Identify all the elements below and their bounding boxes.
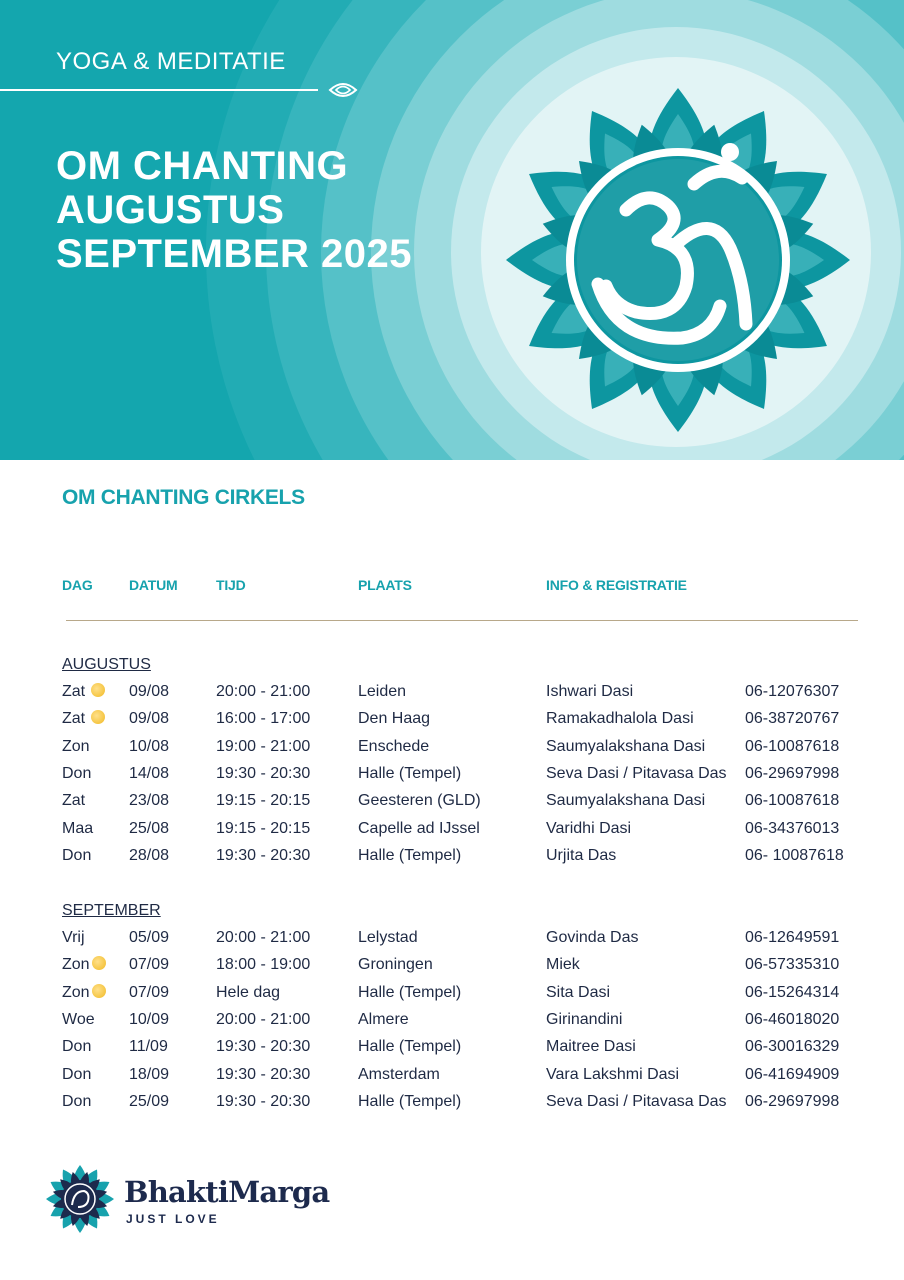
contact-cell: Vara Lakshmi Dasi (546, 1065, 680, 1083)
place-cell: Geesteren (GLD) (358, 792, 481, 810)
day-cell (62, 738, 90, 756)
column-header-time: TIJD (216, 577, 246, 593)
phone-cell: 06-57335310 (745, 956, 840, 974)
full-moon-icon (91, 710, 105, 724)
place-cell: Capelle ad IJssel (358, 819, 480, 837)
time-cell: 19:30 - 20:30 (216, 764, 311, 782)
column-header-day: DAG (62, 577, 93, 593)
place-cell: Halle (Tempel) (358, 1092, 462, 1110)
logo-tagline: JUST LOVE (126, 1212, 220, 1226)
contact-cell: Varidhi Dasi (546, 819, 632, 837)
day-label: Maa (62, 819, 94, 837)
day-cell (62, 929, 85, 947)
table-row (0, 1038, 904, 1060)
place-cell: Enschede (358, 737, 430, 755)
date-cell: 09/08 (129, 683, 170, 700)
day-label: Zon (62, 956, 90, 974)
full-moon-icon (92, 956, 106, 970)
contact-cell: Girinandini (546, 1010, 623, 1028)
day-label: Zon (62, 983, 90, 1001)
table-row (0, 1093, 904, 1115)
place-cell: Halle (Tempel) (358, 983, 462, 1001)
column-header-info: INFO & REGISTRATIE (546, 577, 687, 593)
phone-cell: 06-10087618 (745, 792, 840, 810)
table-row (0, 956, 904, 978)
date-cell: 05/09 (129, 929, 170, 946)
date-cell: 10/09 (129, 1010, 170, 1028)
day-label: Don (62, 1092, 92, 1110)
om-lotus-emblem (498, 80, 858, 440)
place-cell: Amsterdam (358, 1065, 440, 1083)
table-row (0, 847, 904, 869)
place-cell: Almere (358, 1010, 409, 1028)
table-row (0, 792, 904, 814)
page-title (56, 144, 412, 276)
day-label: Don (62, 846, 92, 864)
contact-cell: Urjita Das (546, 846, 617, 864)
logo-name: BhaktiMarga (124, 1175, 330, 1209)
phone-cell: 06-30016329 (745, 1038, 840, 1056)
phone-cell: 06- 10087618 (745, 846, 844, 864)
tagline: YOGA & MEDITATIE (56, 48, 286, 75)
contact-cell: Sita Dasi (546, 983, 611, 1001)
day-cell (62, 1011, 95, 1029)
column-header-date: DATUM (129, 577, 178, 593)
day-label: Don (62, 764, 92, 782)
contact-cell: Seva Dasi / Pitavasa Das (546, 1092, 727, 1110)
table-row (0, 710, 904, 732)
date-cell: 23/08 (129, 792, 170, 810)
date-cell: 14/08 (129, 764, 170, 782)
month-heading: AUGUSTUS (62, 656, 151, 673)
contact-cell: Miek (546, 956, 580, 974)
time-cell: 19:30 - 20:30 (216, 846, 311, 864)
day-cell (62, 683, 105, 701)
place-cell: Halle (Tempel) (358, 1038, 462, 1056)
day-label: Zon (62, 737, 90, 755)
title-line-1: OM CHANTING (56, 144, 349, 188)
time-cell: 19:00 - 21:00 (216, 737, 311, 755)
contact-cell: Govinda Das (546, 929, 639, 946)
day-label: Woe (62, 1010, 95, 1028)
date-cell: 10/08 (129, 737, 170, 755)
time-cell: 19:15 - 20:15 (216, 819, 311, 837)
place-cell: Den Haag (358, 710, 431, 728)
header-divider (66, 620, 858, 621)
day-cell (62, 1038, 91, 1056)
place-cell: Leiden (358, 683, 407, 700)
title-line-2: AUGUSTUS (56, 188, 285, 232)
date-cell: 11/09 (129, 1038, 168, 1056)
table-row (0, 820, 904, 842)
day-label: Zat (62, 792, 86, 810)
contact-cell: Ishwari Dasi (546, 683, 634, 700)
contact-cell: Seva Dasi / Pitavasa Das (546, 764, 727, 782)
time-cell: Hele dag (216, 983, 281, 1001)
day-cell (62, 847, 91, 865)
tagline-underline (0, 89, 318, 91)
column-header-place: PLAATS (358, 577, 412, 593)
eye-icon (328, 79, 358, 101)
day-cell (62, 765, 91, 783)
table-row (0, 1011, 904, 1033)
date-cell: 28/08 (129, 846, 170, 864)
place-cell: Lelystad (358, 929, 418, 946)
table-row (0, 984, 904, 1006)
time-cell: 16:00 - 17:00 (216, 710, 311, 728)
day-cell (62, 956, 106, 974)
contact-cell: Saumyalakshana Dasi (546, 737, 706, 755)
contact-cell: Maitree Dasi (546, 1038, 636, 1056)
table-row (0, 1066, 904, 1088)
phone-cell: 06-38720767 (745, 710, 840, 728)
day-cell (62, 984, 106, 1002)
time-cell: 19:30 - 20:30 (216, 1065, 311, 1083)
contact-cell: Saumyalakshana Dasi (546, 792, 706, 810)
date-cell: 09/08 (129, 710, 170, 728)
day-cell (62, 710, 105, 728)
month-heading: SEPTEMBER (62, 902, 161, 919)
place-cell: Halle (Tempel) (358, 764, 462, 782)
time-cell: 19:30 - 20:30 (216, 1038, 311, 1056)
day-cell (62, 1066, 91, 1084)
time-cell: 19:15 - 20:15 (216, 792, 311, 810)
time-cell: 20:00 - 21:00 (216, 929, 311, 946)
place-cell: Halle (Tempel) (358, 846, 462, 864)
lotus-petals-icon (498, 80, 858, 440)
bhakti-marga-mandala-icon (44, 1163, 116, 1235)
bhakti-marga-logo (44, 1163, 344, 1239)
phone-cell: 06-41694909 (745, 1065, 840, 1083)
phone-cell: 06-12649591 (745, 929, 840, 946)
table-row (0, 683, 904, 705)
day-label: Don (62, 1065, 92, 1083)
date-cell: 07/09 (129, 983, 170, 1001)
table-row (0, 738, 904, 760)
phone-cell: 06-12076307 (745, 683, 840, 700)
date-cell: 07/09 (129, 956, 170, 974)
day-label: Vrij (62, 929, 85, 946)
date-cell: 25/09 (129, 1092, 170, 1110)
day-label: Don (62, 1038, 92, 1056)
phone-cell: 06-46018020 (745, 1010, 840, 1028)
phone-cell: 06-15264314 (745, 983, 840, 1001)
header-banner (0, 0, 904, 460)
time-cell: 18:00 - 19:00 (216, 956, 311, 974)
section-title: OM CHANTING CIRKELS (62, 486, 305, 509)
day-label: Zat (62, 683, 86, 700)
day-cell (62, 792, 85, 810)
date-cell: 25/08 (129, 819, 170, 837)
contact-cell: Ramakadhalola Dasi (546, 710, 694, 728)
day-cell (62, 1093, 91, 1111)
place-cell: Groningen (358, 956, 433, 974)
phone-cell: 06-29697998 (745, 764, 840, 782)
full-moon-icon (92, 984, 106, 998)
full-moon-icon (91, 683, 105, 697)
time-cell: 20:00 - 21:00 (216, 1010, 311, 1028)
phone-cell: 06-29697998 (745, 1092, 840, 1110)
time-cell: 20:00 - 21:00 (216, 683, 311, 700)
day-cell (62, 820, 93, 838)
table-row (0, 929, 904, 951)
day-label: Zat (62, 710, 86, 728)
phone-cell: 06-10087618 (745, 737, 840, 755)
table-row (0, 765, 904, 787)
time-cell: 19:30 - 20:30 (216, 1092, 311, 1110)
phone-cell: 06-34376013 (745, 819, 840, 837)
title-line-3: SEPTEMBER 2025 (56, 232, 413, 276)
date-cell: 18/09 (129, 1065, 170, 1083)
